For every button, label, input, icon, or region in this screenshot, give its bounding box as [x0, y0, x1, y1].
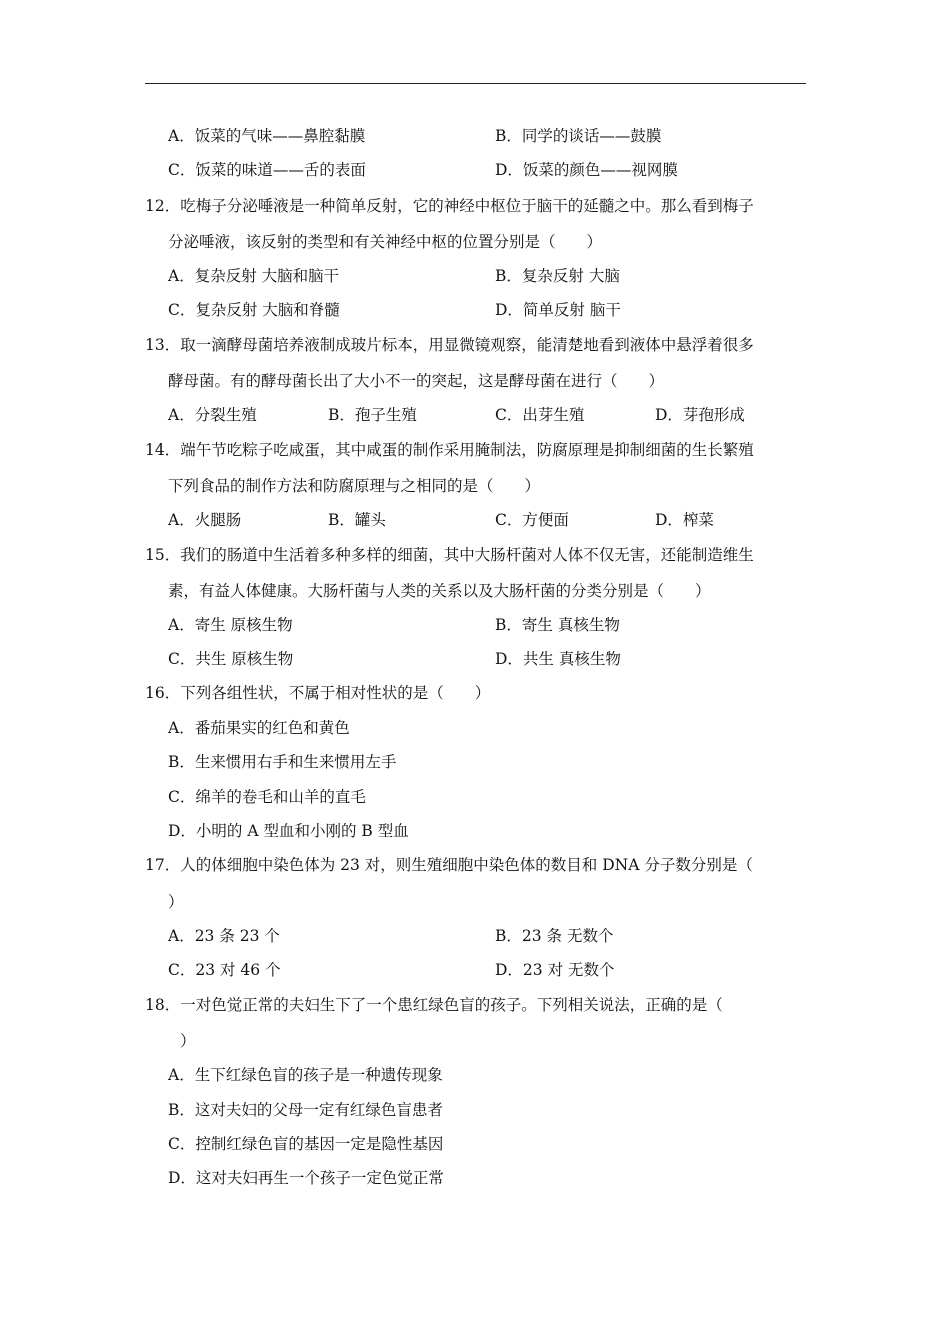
- q16-option-d: D．小明的 A 型血和小刚的 B 型血: [168, 822, 409, 840]
- q14-option-c: C．方便面: [495, 511, 569, 529]
- q14-option-b: B．罐头: [328, 511, 386, 529]
- q15-option-d: D．共生 真核生物: [495, 650, 621, 668]
- q12-option-d: D．简单反射 脑干: [495, 301, 621, 319]
- q12-stem-line1: 12．吃梅子分泌唾液是一种简单反射，它的神经中枢位于脑干的延髓之中。那么看到梅子: [145, 197, 754, 215]
- q17-option-c: C．23 对 46 个: [168, 961, 281, 979]
- header-rule: [145, 83, 806, 84]
- q13-stem-line2: 酵母菌。有的酵母菌长出了大小不一的突起，这是酵母菌在进行（ ）: [168, 372, 665, 390]
- q17-option-d: D．23 对 无数个: [495, 961, 615, 979]
- q18-option-d: D．这对夫妇再生一个孩子一定色觉正常: [168, 1169, 444, 1187]
- q15-option-c: C．共生 原核生物: [168, 650, 294, 668]
- q11-option-d: D．饭菜的颜色——视网膜: [495, 161, 678, 179]
- q13-option-c: C．出芽生殖: [495, 406, 585, 424]
- q18-option-a: A．生下红绿色盲的孩子是一种遗传现象: [168, 1066, 443, 1084]
- q12-option-a: A．复杂反射 大脑和脑干: [168, 267, 340, 285]
- q11-option-b: B．同学的谈话——鼓膜: [495, 127, 662, 145]
- q13-option-b: B．孢子生殖: [328, 406, 417, 424]
- q14-option-d: D．榨菜: [655, 511, 714, 529]
- q13-option-a: A．分裂生殖: [168, 406, 257, 424]
- q14-stem-line1: 14．端午节吃粽子吃咸蛋，其中咸蛋的制作采用腌制法，防腐原理是抑制细菌的生长繁殖: [145, 441, 754, 459]
- q18-option-b: B．这对夫妇的父母一定有红绿色盲患者: [168, 1101, 443, 1119]
- q16-option-c: C．绵羊的卷毛和山羊的直毛: [168, 788, 366, 806]
- q17-option-a: A．23 条 23 个: [168, 927, 280, 945]
- q12-option-c: C．复杂反射 大脑和脊髓: [168, 301, 340, 319]
- q17-option-b: B．23 条 无数个: [495, 927, 614, 945]
- q15-option-b: B．寄生 真核生物: [495, 616, 620, 634]
- q18-stem-line1: 18．一对色觉正常的夫妇生下了一个患红绿色盲的孩子。下列相关说法，正确的是（: [145, 996, 723, 1014]
- q18-stem-line2: ）: [180, 1032, 196, 1050]
- q16-stem-line1: 16．下列各组性状，不属于相对性状的是（ ）: [145, 684, 491, 702]
- q11-option-a: A．饭菜的气味——鼻腔黏膜: [168, 127, 366, 145]
- q17-stem-line1: 17．人的体细胞中染色体为 23 对，则生殖细胞中染色体的数目和 DNA 分子数分别是（: [145, 856, 753, 874]
- q16-option-a: A．番茄果实的红色和黄色: [168, 719, 350, 737]
- q12-stem-line2: 分泌唾液，该反射的类型和有关神经中枢的位置分别是（ ）: [168, 233, 603, 251]
- q15-option-a: A．寄生 原核生物: [168, 616, 293, 634]
- q13-option-d: D．芽孢形成: [655, 406, 745, 424]
- q15-stem-line2: 素，有益人体健康。大肠杆菌与人类的关系以及大肠杆菌的分类分别是（ ）: [168, 582, 711, 600]
- q18-option-c: C．控制红绿色盲的基因一定是隐性基因: [168, 1135, 444, 1153]
- q13-stem-line1: 13．取一滴酵母菌培养液制成玻片标本，用显微镜观察，能清楚地看到液体中悬浮着很多: [145, 336, 754, 354]
- q14-option-a: A．火腿肠: [168, 511, 242, 529]
- q16-option-b: B．生来惯用右手和生来惯用左手: [168, 753, 397, 771]
- q14-stem-line2: 下列食品的制作方法和防腐原理与之相同的是（ ）: [168, 477, 541, 495]
- q12-option-b: B．复杂反射 大脑: [495, 267, 620, 285]
- q11-option-c: C．饭菜的味道——舌的表面: [168, 161, 366, 179]
- q17-stem-line2: ）: [168, 893, 184, 911]
- q15-stem-line1: 15．我们的肠道中生活着多种多样的细菌，其中大肠杆菌对人体不仅无害，还能制造维生: [145, 546, 754, 564]
